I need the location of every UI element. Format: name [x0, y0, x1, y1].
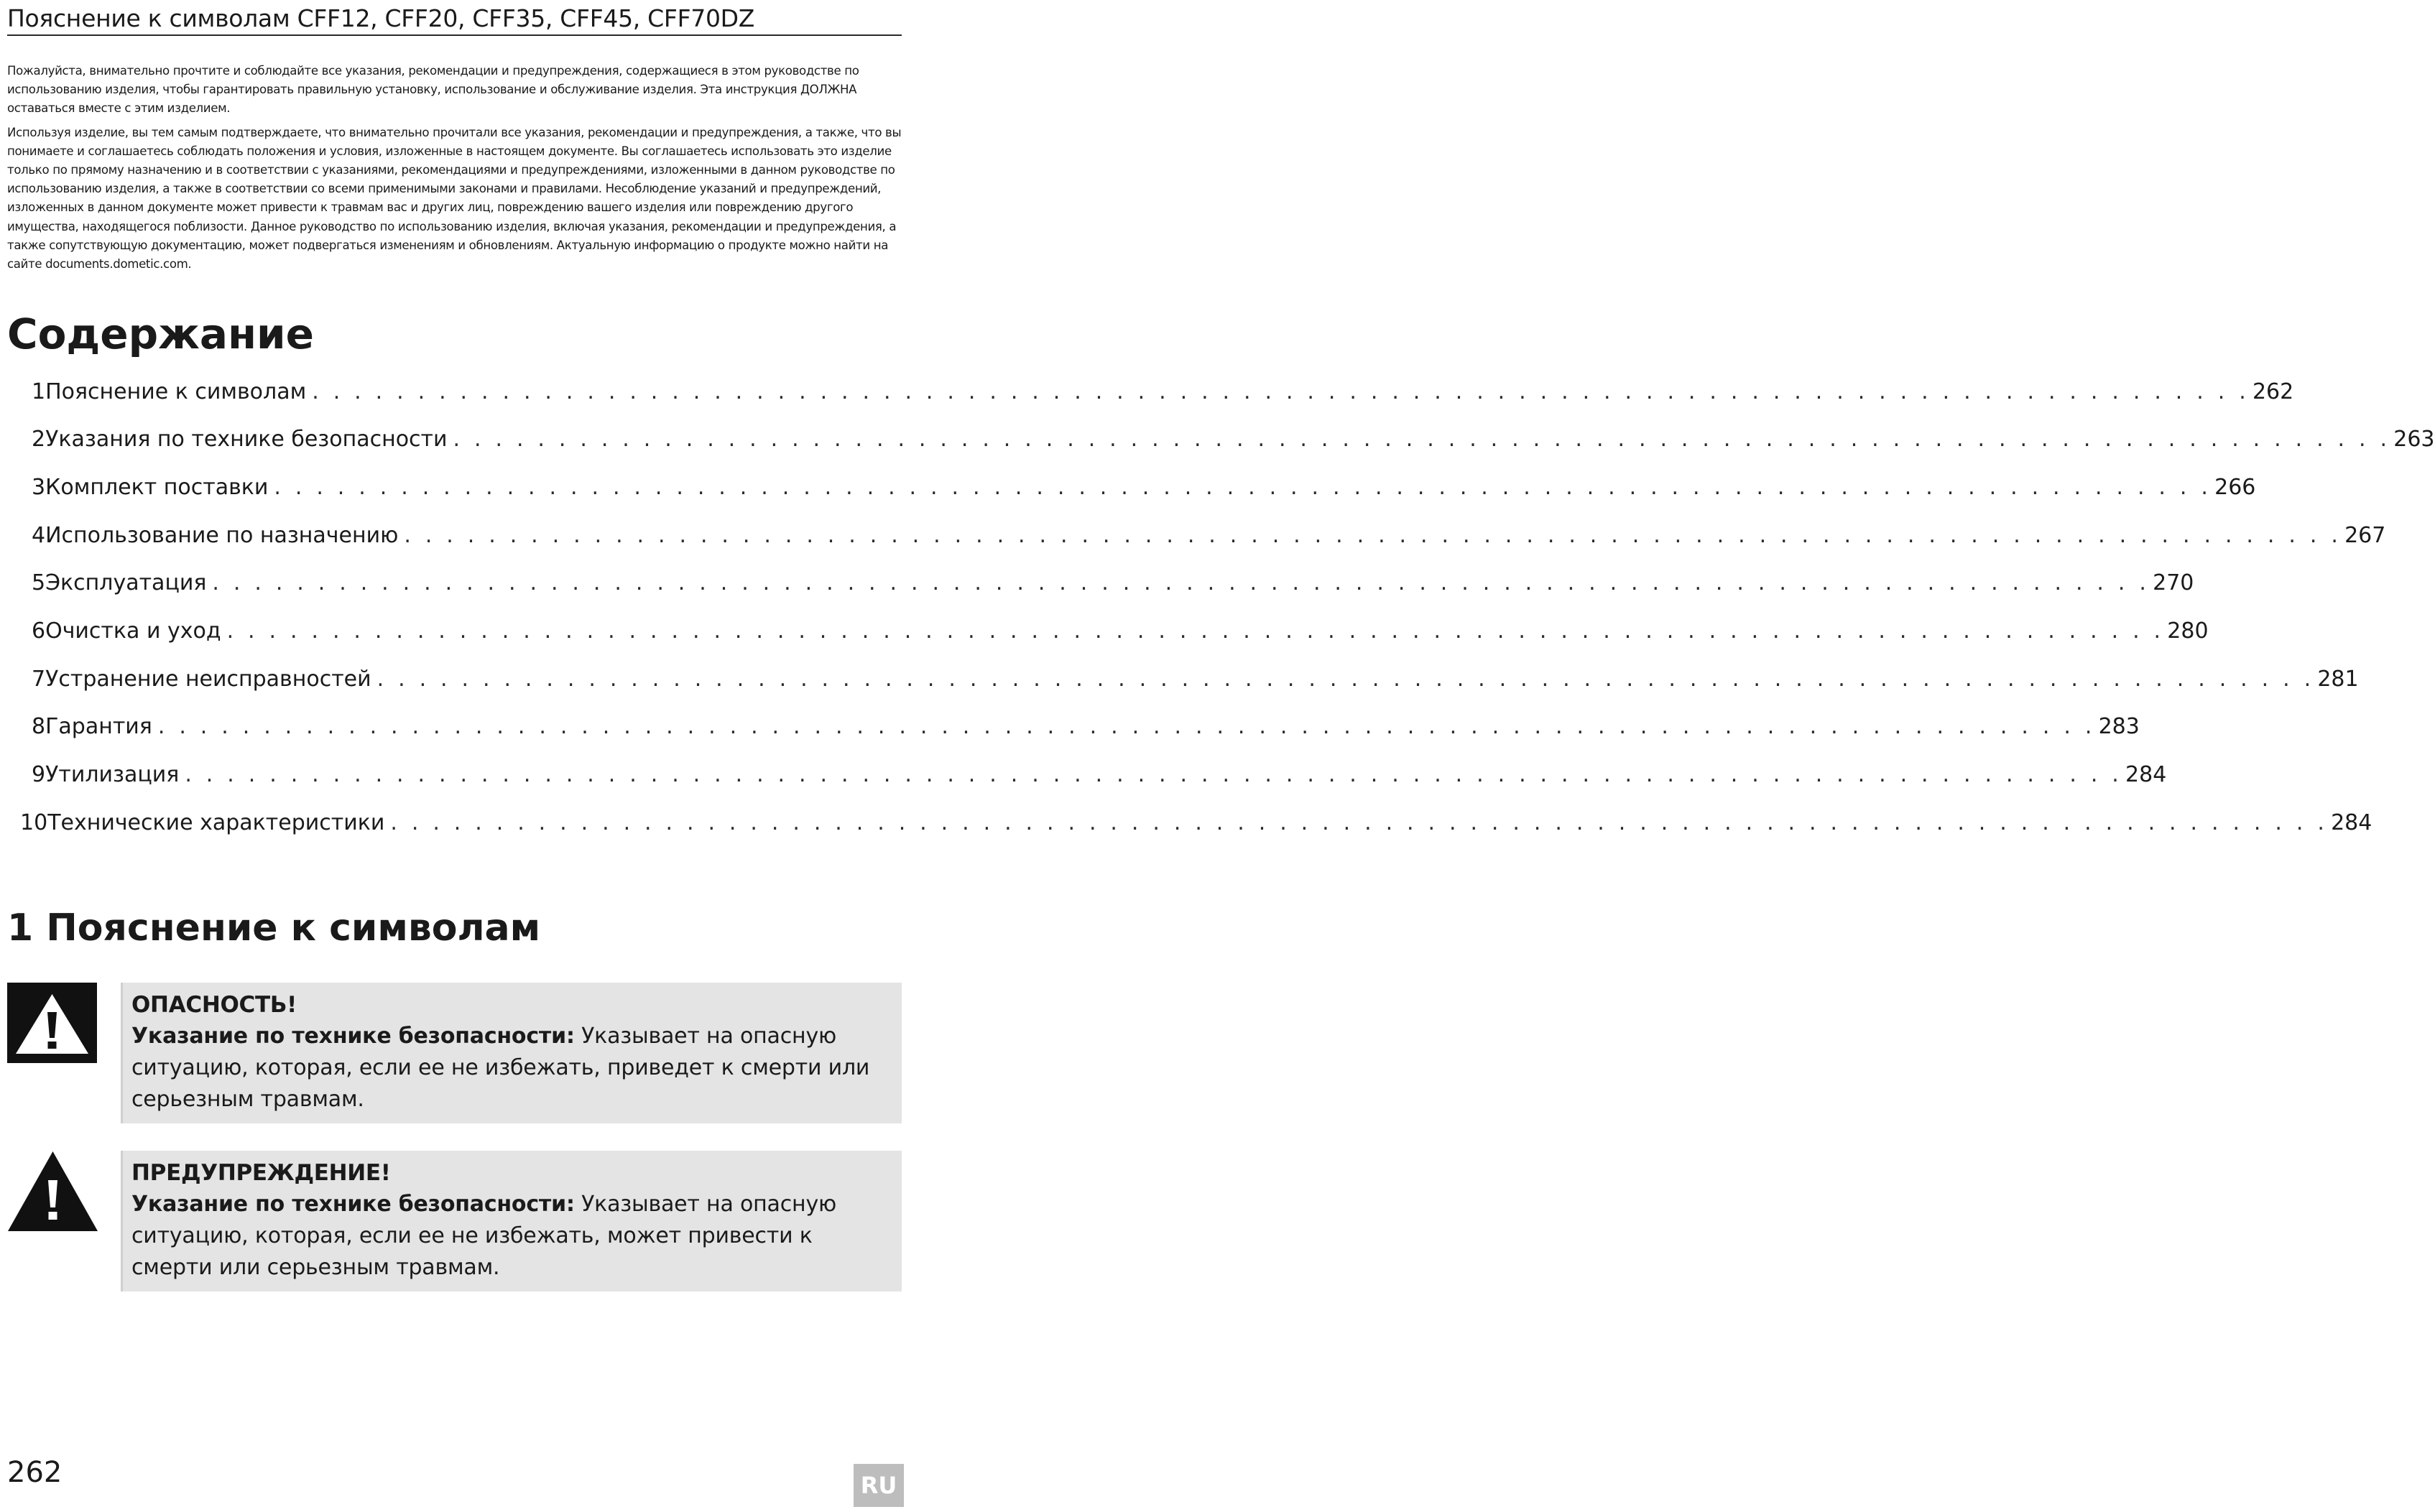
- toc-entry-number: 4: [32, 523, 46, 548]
- section-heading: 1 Пояснение к символам: [7, 906, 541, 950]
- toc-entry-title: Технические характеристики: [47, 810, 385, 835]
- toc-entry-number: 2: [32, 427, 46, 452]
- toc-entry[interactable]: [32, 374, 2294, 411]
- toc-entry-number: 1: [32, 379, 46, 404]
- toc-entry-title: Гарантия: [45, 714, 152, 739]
- toc-leader-dots: . . . . . . . . . . . . . . . . . . . . . . . . . . . . . . . . . . . . . . . . . . . . . . . . . . . . . . . . . . . . . . . . . . . . . . . . . . . . . . . . . . . . . . . . . . . .: [185, 762, 2123, 787]
- toc-entry-page: 281: [2317, 667, 2359, 692]
- notice-label: Указание по технике безопасности:: [131, 1024, 575, 1049]
- toc-entry-page: 283: [2098, 714, 2140, 739]
- toc-entry-title: Очистка и уход: [45, 618, 221, 644]
- toc-entry[interactable]: [32, 421, 2435, 458]
- toc-entry[interactable]: [32, 756, 2167, 794]
- running-header: Пояснение к символам CFF12, CFF20, CFF35, CFF45, CFF70DZ: [7, 4, 755, 32]
- toc-leader-dots: . . . . . . . . . . . . . . . . . . . . . . . . . . . . . . . . . . . . . . . . . . . . . . . . . . . . . . . . . . . . . . . . . . . . . . . . . . . . . . . . . . . . . . . . . . . .: [390, 810, 2329, 835]
- toc-entry-page: 270: [2153, 570, 2194, 595]
- toc-entry[interactable]: [32, 661, 2359, 698]
- toc-entry-page: 266: [2214, 475, 2256, 500]
- toc-entry-number: 7: [32, 667, 46, 692]
- toc-heading: Содержание: [7, 310, 315, 358]
- toc-leader-dots: . . . . . . . . . . . . . . . . . . . . . . . . . . . . . . . . . . . . . . . . . . . . . . . . . . . . . . . . . . . . . . . . . . . . . . . . . . . . . . . . . . . . . . . . . . . .: [404, 523, 2342, 548]
- toc-entry-title: Устранение неисправностей: [45, 667, 371, 692]
- toc-entry-title: Утилизация: [45, 762, 180, 787]
- intro-paragraph-1: Пожалуйста, внимательно прочтите и соблюдайте все указания, рекомендации и предупреждения, содержащиеся в этом руководстве по использованию изделия, чтобы гарантировать правильную установку, использование и обслуживание изделия. Эта инструкция ДОЛЖНА оставаться вместе с этим изделием.: [7, 64, 859, 116]
- notice-title: ПРЕДУПРЕЖДЕНИЕ!: [131, 1160, 391, 1186]
- page-number: 262: [7, 1456, 63, 1489]
- toc-entry[interactable]: [32, 613, 2209, 650]
- toc-entry[interactable]: [32, 565, 2194, 602]
- toc-entry-number: 6: [32, 618, 46, 644]
- notice-text: [131, 1189, 889, 1284]
- warning-notice: [121, 1151, 902, 1291]
- toc-entry-number: 9: [32, 762, 46, 787]
- notice-description: Указывает на опасную ситуацию, которая, если ее не избежать, может привести к смерти или серьезным травмам.: [131, 1192, 837, 1280]
- notice-text: [131, 1021, 889, 1116]
- intro-paragraph-2: Используя изделие, вы тем самым подтверждаете, что внимательно прочитали все указания, рекомендации и предупреждения, а также, что вы понимаете и соглашаетесь соблюдать положения и условия, изложенные в настоящем документе. Вы соглашаетесь использовать это изделие только по прямому назначению и в соответствии с указаниями, рекомендациями и предупреждениями, изложенными в данном руководстве по использованию изделия, а также в соответствии со всеми применимыми законами и правилами. Несоблюдение указаний и предупреждений, изложенных в данном документе может привести к травмам вас и других лиц, повреждению вашего изделия или повреждению другого имущества, находящегося поблизости. Данное руководство по использованию изделия, включая указания, рекомендации и предупреждения, а также сопутствующую документацию, может подвергаться изменениям и обновлениям. Актуальную информацию о продукте можно найти на сайте documents.dometic.com.: [7, 125, 902, 272]
- toc-entry[interactable]: [20, 804, 2372, 842]
- warning-triangle-icon: [7, 1150, 98, 1232]
- intro-text: [7, 62, 902, 279]
- toc-entry-page: 284: [2125, 762, 2167, 787]
- toc-leader-dots: . . . . . . . . . . . . . . . . . . . . . . . . . . . . . . . . . . . . . . . . . . . . . . . . . . . . . . . . . . . . . . . . . . . . . . . . . . . . . . . . . . . . . . . . . . . .: [157, 714, 2096, 739]
- toc-entry-title: Эксплуатация: [45, 570, 207, 595]
- toc-entry-title: Комплект поставки: [45, 475, 269, 500]
- toc-entry-number: 8: [32, 714, 46, 739]
- toc-entry-number: 5: [32, 570, 46, 595]
- toc-entry-title: Указания по технике безопасности: [45, 427, 448, 452]
- notice-description: Указывает на опасную ситуацию, которая, если ее не избежать, приведет к смерти или серьезным травмам.: [131, 1024, 870, 1112]
- toc-leader-dots: . . . . . . . . . . . . . . . . . . . . . . . . . . . . . . . . . . . . . . . . . . . . . . . . . . . . . . . . . . . . . . . . . . . . . . . . . . . . . . . . . . . . . . . . . . . .: [376, 667, 2315, 692]
- toc-entry-number: 3: [32, 475, 46, 500]
- toc-entry-number: 10: [20, 810, 48, 835]
- danger-triangle-icon: [7, 983, 97, 1063]
- toc-entry-page: 267: [2344, 523, 2386, 548]
- table-of-contents: [0, 374, 2435, 848]
- notice-label: Указание по технике безопасности:: [131, 1192, 575, 1217]
- toc-entry-page: 280: [2167, 618, 2209, 644]
- toc-entry[interactable]: [32, 517, 2386, 555]
- toc-entry-page: 262: [2252, 379, 2294, 404]
- toc-leader-dots: . . . . . . . . . . . . . . . . . . . . . . . . . . . . . . . . . . . . . . . . . . . . . . . . . . . . . . . . . . . . . . . . . . . . . . . . . . . . . . . . . . . . . . . . . . . .: [212, 570, 2150, 595]
- danger-notice: [121, 983, 902, 1123]
- toc-entry[interactable]: [32, 469, 2256, 506]
- toc-leader-dots: . . . . . . . . . . . . . . . . . . . . . . . . . . . . . . . . . . . . . . . . . . . . . . . . . . . . . . . . . . . . . . . . . . . . . . . . . . . . . . . . . . . . . . . . . . . .: [453, 427, 2391, 452]
- toc-leader-dots: . . . . . . . . . . . . . . . . . . . . . . . . . . . . . . . . . . . . . . . . . . . . . . . . . . . . . . . . . . . . . . . . . . . . . . . . . . . . . . . . . . . . . . . . . . . .: [274, 475, 2212, 500]
- toc-entry-page: 263: [2393, 427, 2435, 452]
- toc-entry-title: Использование по назначению: [45, 523, 399, 548]
- header-divider: [7, 34, 902, 36]
- toc-leader-dots: . . . . . . . . . . . . . . . . . . . . . . . . . . . . . . . . . . . . . . . . . . . . . . . . . . . . . . . . . . . . . . . . . . . . . . . . . . . . . . . . . . . . . . . . . . . .: [226, 618, 2165, 644]
- language-badge: RU: [854, 1464, 904, 1507]
- toc-entry-page: 284: [2331, 810, 2372, 835]
- toc-leader-dots: . . . . . . . . . . . . . . . . . . . . . . . . . . . . . . . . . . . . . . . . . . . . . . . . . . . . . . . . . . . . . . . . . . . . . . . . . . . . . . . . . . . . . . . . . . . .: [312, 379, 2250, 404]
- notice-title: ОПАСНОСТЬ!: [131, 992, 297, 1018]
- toc-entry-title: Пояснение к символам: [45, 379, 307, 404]
- toc-entry[interactable]: [32, 708, 2140, 746]
